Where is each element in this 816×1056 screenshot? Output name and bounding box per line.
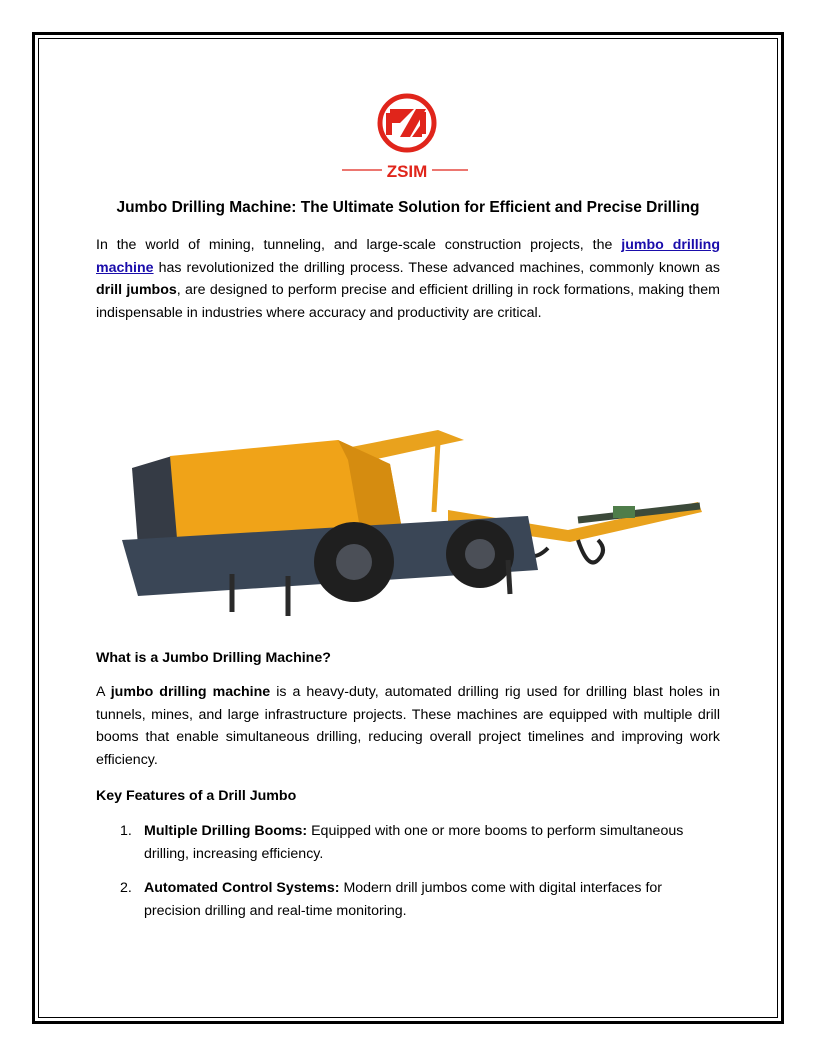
intro-text-3: , are designed to perform precise and efficient drilling in rock formations, making them indispensable in industries where accuracy and productivity are critical.: [96, 282, 720, 321]
what-is-text-1: A: [96, 684, 111, 700]
intro-paragraph: [96, 234, 720, 324]
drill-jumbo-machine-photo: [108, 420, 708, 620]
list-item-text: Modern drill jumbos come with digital interfaces for precision drilling and real-time monitoring.: [144, 880, 663, 919]
jumbo-drilling-machine-link[interactable]: jumbo drilling machine: [96, 237, 720, 276]
zsim-logo: [340, 92, 470, 184]
section-heading-what-is: What is a Jumbo Drilling Machine?: [96, 650, 331, 666]
list-item: [96, 820, 704, 865]
key-features-list: [96, 820, 720, 934]
what-is-paragraph: [96, 681, 720, 771]
list-item-title: Automated Control Systems:: [144, 880, 340, 896]
section-heading-key-features: Key Features of a Drill Jumbo: [96, 788, 297, 804]
list-number: 1.: [120, 823, 132, 839]
what-is-text-2: is a heavy-duty, automated drilling rig used for drilling blast holes in tunnels, mines, and large infrastructure projects. These machines are equipped with multiple drill booms that enable simultaneous drilling, reducing overall project timelines and improving work efficiency.: [96, 684, 721, 768]
list-number: 2.: [120, 880, 132, 896]
page-title: Jumbo Drilling Machine: The Ultimate Solution for Efficient and Precise Drilling: [116, 199, 700, 216]
list-item-text: Equipped with one or more booms to perform simultaneous drilling, increasing efficiency.: [144, 823, 684, 862]
list-item-title: Multiple Drilling Booms:: [144, 823, 308, 839]
intro-bold-term: drill jumbos: [96, 282, 177, 298]
intro-text-1: In the world of mining, tunneling, and large-scale construction projects, the: [96, 237, 622, 253]
intro-text-2: has revolutionized the drilling process. These advanced machines, commonly known as: [153, 259, 720, 276]
logo-text: ZSIM: [386, 162, 428, 181]
list-item: [96, 877, 704, 922]
what-is-bold-term: jumbo drilling machine: [110, 684, 271, 700]
